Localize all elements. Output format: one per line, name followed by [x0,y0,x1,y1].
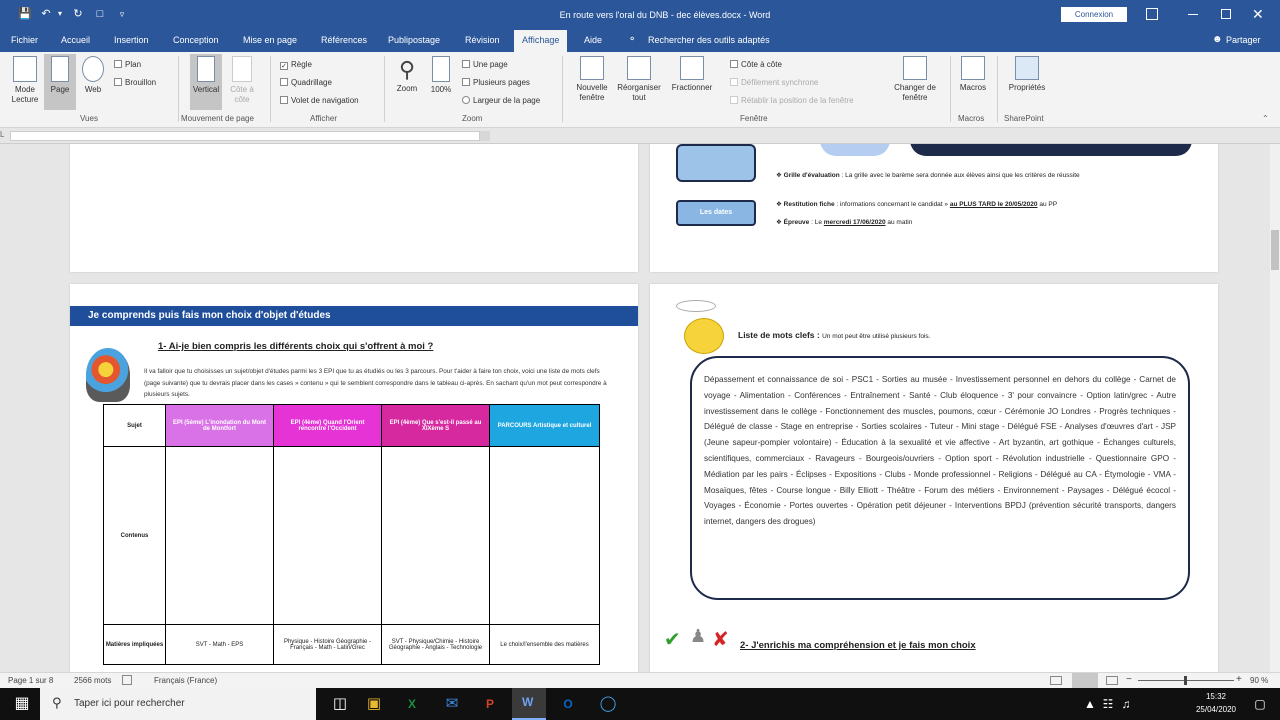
ruler-label: Règle [291,60,312,69]
table-cell-empty[interactable] [490,447,600,625]
zoom-out-icon[interactable]: − [1126,674,1132,685]
page-4[interactable] [650,284,1218,672]
ruler-checkbox[interactable] [280,60,312,70]
page-count[interactable]: Page 1 sur 8 [8,676,54,685]
gridlines-check-icon [280,78,288,86]
vertical-icon [197,56,215,82]
restitution-line: ❖ Restitution fiche : informations concernant le candidat » au PLUS TARD le 20/05/2020 au PP [776,201,1058,208]
reset-position-icon [730,96,738,104]
decor-bar [910,144,1192,156]
status-bar [0,672,1280,688]
redo-icon[interactable]: ↻ [73,8,83,20]
web-layout-label: Web [84,85,102,94]
gridlines-checkbox[interactable] [280,78,332,87]
save-icon[interactable]: 💾 [18,8,32,20]
one-page-label: Une page [473,60,508,69]
table-cell-matieres-epi2: Physique - Histoire Géographie - Français - Math - Latin/Grec [274,625,382,665]
mail-icon[interactable]: ✉ [445,695,459,712]
group-fenetre-label: Fenêtre [740,114,768,123]
zoom-100-icon [432,56,450,82]
sync-scroll-icon [730,78,738,86]
nav-pane-checkbox[interactable] [280,96,359,105]
taskbar [0,688,1280,720]
draft-label: Brouillon [125,78,157,87]
zoom-slider-thumb[interactable] [1184,676,1187,685]
zoom-100-label: 100% [430,85,452,94]
ruler-track[interactable] [10,131,480,141]
subjects-table [103,404,600,665]
vertical-button[interactable] [190,54,222,110]
table-header-epi3: EPI (4ème) Que s'est-il passé au XIXème S [382,405,490,447]
restitution-label: Restitution fiche [783,201,835,208]
ribbon-separator [997,56,998,122]
table-cell-matieres-epi3: SVT - Physique/Chimie - Histoire Géographie - Anglais - Technologie [382,625,490,665]
ribbon-tabs [0,30,1280,52]
window-title: En route vers l'oral du DNB - dec élèves.docx - Word [559,10,771,20]
minimize-button[interactable] [1188,14,1198,15]
restitution-date: au PLUS TARD le 20/05/2020 [949,201,1038,208]
word-count[interactable]: 2566 mots [74,676,112,685]
group-afficher-label: Afficher [310,114,337,123]
draft-button[interactable] [114,78,156,87]
tab-fichier[interactable]: Fichier [11,35,39,45]
keywords-heading [738,330,930,340]
group-macros-label: Macros [958,114,985,123]
print-layout-button[interactable] [44,54,76,110]
epreuve-date: mercredi 17/06/2020 [823,219,886,226]
tab-revision[interactable]: Révision [465,35,500,45]
ruler[interactable] [0,128,1280,144]
criteria-shape [676,144,756,182]
arrange-all-icon [627,56,651,80]
tab-selector-icon[interactable]: L [0,130,5,139]
ruler-margin [480,131,490,141]
ribbon-display-icon[interactable] [1146,8,1158,20]
language-indicator[interactable]: Français (France) [154,676,218,685]
new-window-button[interactable] [570,56,614,103]
outlook-icon[interactable]: O [563,697,573,711]
properties-label: Propriétés [1008,83,1046,92]
word-icon: W [522,695,534,709]
zoom-button[interactable] [392,56,422,94]
macros-button[interactable] [956,56,990,93]
properties-button[interactable] [1002,56,1052,93]
word-taskbar-button[interactable] [512,688,546,720]
share-button[interactable]: Partager [1226,35,1261,45]
search-icon: ⚲ [52,695,62,710]
ruler-check-icon: ✓ [281,63,287,70]
ribbon-separator [270,56,271,122]
restitution-end: au PP [1039,201,1058,208]
vertical-label: Vertical [192,85,220,94]
one-page-icon [462,60,470,68]
focus-icon[interactable] [1050,676,1062,685]
split-button[interactable] [666,56,718,93]
criteria-text: : La grille avec le barème sera donnée aux élèves ainsi que les critères de réussite [841,172,1080,179]
table-cell-matieres-epi1: SVT - Math - EPS [166,625,274,665]
ribbon-separator [562,56,563,122]
split-icon [680,56,704,80]
proofing-icon[interactable] [122,675,132,685]
new-window-label: Nouvelle fenêtre [576,83,608,102]
outline-button[interactable] [114,60,141,69]
side-to-side-icon [232,56,252,82]
tell-me-search[interactable]: Rechercher des outils adaptés [648,35,770,45]
customize-toolbar-icon[interactable]: ▿ [119,9,125,19]
cross-icon: ✘ [712,629,729,651]
collapse-ribbon-icon[interactable]: ⌃ [1262,114,1269,123]
taskbar-time[interactable]: 15:32 [1205,692,1227,701]
system-tray-icon[interactable]: ▲ [1084,697,1096,711]
reset-position-button[interactable] [730,96,854,105]
share-icon: ☻ [1212,34,1223,45]
epreuve-line: ❖ Épreuve : Le mercredi 17/06/2020 au matin [776,219,913,226]
network-icon[interactable]: ☷ [1102,697,1114,711]
table-header-epi1: EPI (5ème) L'inondation du Mont de Montfort [166,405,274,447]
side-to-side-button[interactable] [226,56,258,105]
multiple-pages-button[interactable] [462,78,530,87]
intro-paragraph: Il va falloir que tu choisisses un sujet/objet d'études parmi les 3 EPI que tu as étudiés ou les 3 parcours. Pour t'aider à faire ton choix, voici une liste de mots clefs (page suivante) que tu devrais placer dans les cases » contenu » qui te semblent correspondre dans le tableau ci-après. En sachant qu'un mot peut correspondre à plusieurs sujets. [144,368,607,398]
magnifier-icon: ⚲ [398,57,416,82]
vertical-scrollbar[interactable] [1270,144,1280,672]
multiple-pages-icon [462,78,470,86]
table-label-matieres: Matières impliquées [104,625,166,665]
split-label: Fractionner [671,83,713,92]
restitution-text: : informations concernant le candidat » [836,201,949,208]
new-window-icon [580,56,604,80]
decor-shape [820,144,890,156]
group-sharepoint-label: SharePoint [1004,114,1044,123]
table-cell-empty[interactable] [382,447,490,625]
table-cell-empty[interactable] [274,447,382,625]
taskbar-search-placeholder: Taper ici pour rechercher [74,698,185,709]
page-width-label: Largeur de la page [473,96,541,105]
taskbar-search[interactable] [40,688,316,720]
macros-icon [961,56,985,80]
title-bar [0,0,1280,30]
taskbar-date[interactable]: 25/04/2020 [1195,705,1237,714]
question-1: 1- Ai-je bien compris les différents choix qui s'offrent à moi ? [158,341,434,352]
brain-head-icon [86,348,130,402]
arrange-all-button[interactable] [614,56,664,103]
keywords-subtitle: Un mot peut être utilisé plusieurs fois. [822,333,931,340]
reset-position-label: Rétablir la position de la fenêtre [741,96,854,105]
thought-bubble-icon [676,300,716,312]
group-mouvement-label: Mouvement de page [181,114,254,123]
table-header-epi2: EPI (4ème) Quand l'Orient rencontre l'Occident [274,405,382,447]
page-icon [51,56,69,82]
table-header-sujet: Sujet [104,405,166,447]
view-side-by-side-label: Côte à côte [741,60,782,69]
excel-icon[interactable]: X [407,697,416,711]
print-layout-view-icon[interactable] [1072,673,1098,688]
switch-window-button[interactable] [886,56,944,103]
read-mode-label: Mode Lecture [11,85,39,104]
page-3[interactable] [70,284,638,672]
smiley-icon [684,318,724,354]
criteria-label: Grille d'évaluation [783,172,840,179]
ribbon-separator [178,56,179,122]
close-button[interactable]: ✕ [1252,6,1264,22]
zoom-in-icon[interactable]: + [1236,674,1242,685]
ribbon [0,52,1280,128]
epreuve-end: au matin [887,219,913,226]
epreuve-text: : Le [811,219,822,226]
checkmark-icon: ✔ [664,629,681,651]
lightbulb-icon: ⚬ [628,34,637,45]
sync-scroll-button[interactable] [730,78,818,87]
tab-affichage[interactable]: Affichage [514,30,567,52]
outline-label: Plan [125,60,142,69]
view-side-by-side-button[interactable] [730,60,782,69]
nav-pane-label: Volet de navigation [291,96,359,105]
arrange-all-label: Réorganiser tout [617,83,661,102]
ribbon-separator [384,56,385,122]
maximize-button[interactable] [1221,9,1231,19]
sync-scroll-label: Défilement synchrone [741,78,819,87]
file-explorer-icon[interactable]: ▣ [366,695,382,712]
switch-window-label: Changer de fenêtre [894,83,936,102]
page-width-button[interactable] [462,96,540,105]
tab-mise-en-page[interactable]: Mise en page [243,35,298,45]
web-layout-button[interactable] [80,56,106,95]
volume-icon[interactable]: ♫ [1121,697,1131,711]
multiple-pages-label: Plusieurs pages [473,78,530,87]
globe-icon [82,56,104,82]
tab-conception[interactable]: Conception [173,35,219,45]
document-workspace[interactable] [0,144,1270,672]
gridlines-label: Quadrillage [291,78,332,87]
tab-references[interactable]: Références [321,35,368,45]
touch-mode-icon[interactable]: □ [96,8,104,20]
tab-aide[interactable]: Aide [584,35,603,45]
keywords-title: Liste de mots clefs : [738,330,820,340]
print-layout-label: Page [50,85,70,94]
task-view-icon[interactable]: ◫ [332,695,348,712]
windows-start-icon[interactable]: ▦ [14,695,30,712]
keywords-box: Dépassement et connaissance de soi - PSC1 - Sorties au musée - Investissement personnel en dehors du collège - Carnet de voyage - Alimentation - Conférences - Entraînement - Santé - Club éloquence - 3' pour convaincre - Option latin/grec - Autre investissement dans le collège - Fonctionnement des muscles, poumons, cœur - Cérémonie JO Londres - Progrès techniques - Délégué de classe - Stage en entreprise - Sorties scolaires - Tuteur - Mini stage - Délégué FSE - Analyses d'œuvres d'art - JSP (Jeune sapeur-pompier volontaire) - Éducation à la sexualité et vie affective - Art byzantin, art gothique - Échanges culturels, scientifiques, commerciaux - Ravageurs - Bourgeois/ouvriers - Option sport - Révolution industrielle - Questionnaire GPO - Médiation par les pairs - Éclipses - Expositions - Clubs - Monde professionnel - Religions - Délégué au CA - Étymologie - VMA - Mosaïques, fêtes - Course longue - Billy Elliott - Théâtre - Forum des métiers - Environnement - Paysages - Délégué écocol - Voyages - Économie - Portes ouvertes - Opération petit déjeuner - Interventions BPDJ (prévention sécurité transports, dangers internet, dangers des drogues) [690,356,1190,600]
edge-icon[interactable]: ◯ [599,695,617,712]
outline-icon [114,60,122,68]
nav-pane-check-icon [280,96,288,104]
web-view-icon[interactable] [1106,676,1118,685]
scrollbar-thumb[interactable] [1271,230,1279,270]
undo-dropdown-icon[interactable]: ▾ [57,9,62,18]
draft-icon [114,78,122,86]
powerpoint-icon[interactable]: P [485,697,494,711]
dates-button[interactable]: Les dates [676,200,756,226]
table-header-parcours: PARCOURS Artistique et culturel [490,405,600,447]
switch-window-icon [903,56,927,80]
table-label-contenus: Contenus [104,447,166,625]
tab-publipostage[interactable]: Publipostage [388,35,441,45]
person-icon: ♟ [690,626,707,646]
macros-label: Macros [959,83,987,92]
notifications-icon[interactable]: ▢ [1254,697,1266,711]
read-mode-icon [13,56,37,82]
ribbon-separator [950,56,951,122]
criteria-line: ❖ Grille d'évaluation : La grille avec le barème sera donnée aux élèves ainsi que les critères de réussite [776,172,1080,179]
signin-button[interactable]: Connexion [1061,7,1127,22]
page-1-bottom[interactable] [70,144,638,272]
read-mode-button[interactable] [8,56,42,105]
zoom-percent[interactable]: 90 % [1250,676,1269,685]
one-page-button[interactable] [462,60,508,69]
group-zoom-label: Zoom [462,114,483,123]
epreuve-label: Épreuve [783,219,810,226]
section-header: Je comprends puis fais mon choix d'objet d'études [70,306,638,326]
question-2: 2- J'enrichis ma compréhension et je fais mon choix [740,640,976,651]
undo-icon[interactable]: ↶ [41,8,51,20]
table-cell-matieres-parcours: Le choix/l'ensemble des matières [490,625,600,665]
table-cell-empty[interactable] [166,447,274,625]
zoom-100-button[interactable] [426,56,456,95]
zoom-label: Zoom [396,84,418,93]
group-vues-label: Vues [80,114,98,123]
properties-icon [1015,56,1039,80]
view-side-by-side-icon [730,60,738,68]
page-width-icon [462,96,470,104]
tab-insertion[interactable]: Insertion [114,35,149,45]
tab-accueil[interactable]: Accueil [61,35,91,45]
page-2-bottom[interactable] [650,144,1218,272]
side-to-side-label: Côte à côte [230,85,254,104]
